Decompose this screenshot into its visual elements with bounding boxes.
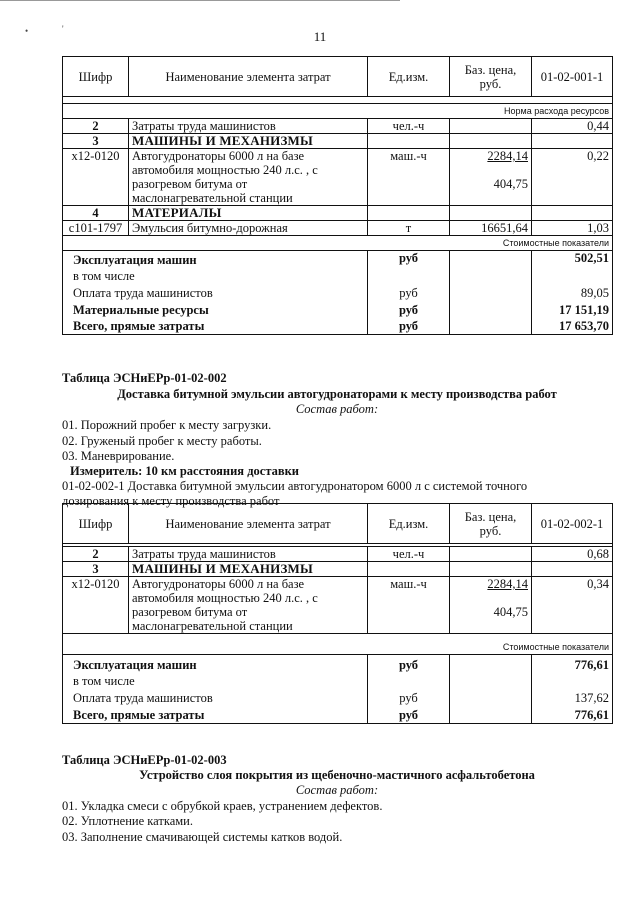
cost-label: Стоимостные показатели (63, 640, 613, 655)
summary-value: 17 151,19 (532, 300, 613, 317)
row-value: 0,22 (532, 149, 613, 206)
table-row (63, 317, 613, 335)
header-cipher: Шифр (63, 57, 129, 97)
work-item: 03. Маневрирование. (62, 449, 175, 463)
table-row (63, 654, 613, 672)
row-unit: чел.-ч (368, 547, 450, 562)
summary-unit: руб (368, 317, 450, 335)
row-cipher: х12-0120 (63, 577, 129, 634)
row-name: Автогудронаторы 6000 л на базе автомобиля мощностью 240 л.с. , с разогревом битума от маслонагревательной станции (129, 577, 368, 634)
summary-unit: руб (368, 654, 450, 672)
row-unit: т (368, 221, 450, 236)
row-value: 0,44 (532, 119, 613, 134)
row-value: 0,68 (532, 547, 613, 562)
table-row (63, 134, 613, 149)
page-number: 11 (313, 29, 327, 44)
row-num: 3 (63, 562, 129, 577)
row-price: 2284,14 404,75 (450, 149, 532, 206)
norm-label: Норма расхода ресурсов (63, 104, 613, 119)
header-code: 01-02-002-1 (532, 504, 613, 544)
table-subtitle-3: Устройство слоя покрытия из щебеночно-мастичного асфальтобетона (139, 768, 535, 782)
table-row (63, 267, 613, 283)
summary-value: 776,61 (532, 654, 613, 672)
section-title: МАШИНЫ И МЕХАНИЗМЫ (129, 134, 368, 149)
work-item: 02. Уплотнение катками. (62, 814, 193, 828)
work-item: 02. Груженый пробег к месту работы. (62, 434, 262, 448)
row-unit: маш.-ч (368, 577, 450, 634)
summary-label: Оплата труда машинистов (63, 688, 368, 705)
summary-value: 502,51 (532, 251, 613, 268)
meter: Измеритель: 10 км расстояния доставки (70, 464, 300, 478)
header-price: Баз. цена, руб. (450, 57, 532, 97)
header-cipher: Шифр (63, 504, 129, 544)
header-price: Баз. цена, руб. (450, 504, 532, 544)
row-unit: чел.-ч (368, 119, 450, 134)
table-row (63, 705, 613, 724)
table-row (63, 562, 613, 577)
summary-unit: руб (368, 705, 450, 724)
resource-table-1 (62, 56, 613, 335)
description-line: дозирования к месту производства работ (62, 494, 280, 508)
summary-unit: руб (368, 300, 450, 317)
row-num: 2 (63, 119, 129, 134)
row-name: Автогудронаторы 6000 л на базе автомобиля мощностью 240 л.с. , с разогревом битума от маслонагревательной станции (129, 149, 368, 206)
cost-label: Стоимостные показатели (63, 236, 613, 251)
table-row (63, 251, 613, 268)
summary-label: Эксплуатация машин (63, 654, 368, 672)
work-item: 03. Заполнение смачивающей системы катков водой. (62, 830, 343, 844)
resource-table-2 (62, 503, 613, 724)
row-value: 1,03 (532, 221, 613, 236)
table-row (63, 547, 613, 562)
row-num: 2 (63, 547, 129, 562)
table-row (63, 119, 613, 134)
summary-label: Всего, прямые затраты (63, 317, 368, 335)
work-heading-3: Состав работ: (295, 783, 379, 797)
summary-unit: руб (368, 688, 450, 705)
scan-mark: • (25, 26, 29, 36)
section-title: МАТЕРИАЛЫ (129, 206, 368, 221)
row-num: 3 (63, 134, 129, 149)
table-row (63, 300, 613, 317)
summary-label: Оплата труда машинистов (63, 283, 368, 300)
summary-value: 17 653,70 (532, 317, 613, 335)
row-name: Эмульсия битумно-дорожная (129, 221, 368, 236)
header-unit: Ед.изм. (368, 504, 450, 544)
table-row (63, 672, 613, 688)
summary-value: 776,61 (532, 705, 613, 724)
top-rule (0, 0, 400, 1)
table-header-row (63, 57, 613, 97)
table-row (63, 688, 613, 705)
summary-label: Эксплуатация машин (63, 251, 368, 268)
summary-label: в том числе (63, 672, 368, 688)
row-cipher: с101-1797 (63, 221, 129, 236)
table-row (63, 577, 613, 634)
header-unit: Ед.изм. (368, 57, 450, 97)
table-title-3: Таблица ЭСНиЕРр-01-02-003 (62, 753, 227, 767)
summary-label: Всего, прямые затраты (63, 705, 368, 724)
row-num: 4 (63, 206, 129, 221)
work-heading-2: Состав работ: (295, 402, 379, 416)
table-row (63, 206, 613, 221)
row-name: Затраты труда машинистов (129, 119, 368, 134)
table-subtitle-2: Доставка битумной эмульсии автогудронаторами к месту производства работ (117, 387, 557, 401)
table-row (63, 149, 613, 206)
spacer-row (63, 97, 613, 104)
row-unit: маш.-ч (368, 149, 450, 206)
row-price: 16651,64 (450, 221, 532, 236)
row-cipher: х12-0120 (63, 149, 129, 206)
work-item: 01. Укладка смеси с обрубкой краев, устранением дефектов. (62, 799, 383, 813)
description-line: 01-02-002-1 Доставка битумной эмульсии автогудронатором 6000 л с системой точного (62, 479, 528, 493)
summary-unit: руб (368, 283, 450, 300)
row-price: 2284,14 404,75 (450, 577, 532, 634)
summary-label: Материальные ресурсы (63, 300, 368, 317)
row-name: Затраты труда машинистов (129, 547, 368, 562)
header-name: Наименование элемента затрат (129, 504, 368, 544)
scan-mark: ' (62, 24, 64, 34)
table-row (63, 283, 613, 300)
table-header-row (63, 504, 613, 544)
section-title: МАШИНЫ И МЕХАНИЗМЫ (129, 562, 368, 577)
header-code: 01-02-001-1 (532, 57, 613, 97)
row-value: 0,34 (532, 577, 613, 634)
table-row (63, 221, 613, 236)
summary-value: 89,05 (532, 283, 613, 300)
summary-label: в том числе (63, 267, 368, 283)
table-title-2: Таблица ЭСНиЕРр-01-02-002 (62, 371, 227, 385)
summary-unit: руб (368, 251, 450, 268)
header-name: Наименование элемента затрат (129, 57, 368, 97)
summary-value: 137,62 (532, 688, 613, 705)
work-item: 01. Порожний пробег к месту загрузки. (62, 418, 272, 432)
